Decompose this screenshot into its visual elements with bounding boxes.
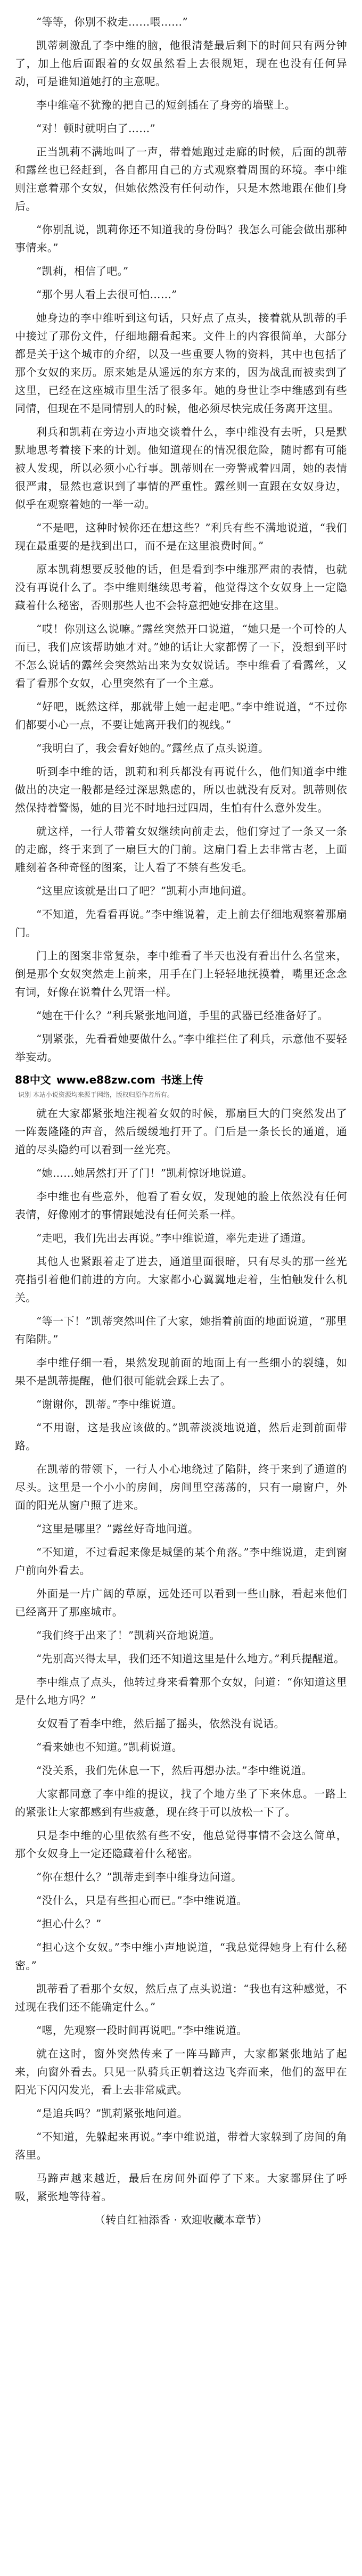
paragraph: 听到李中维的话，凯莉和利兵都没有再说什么，他们知道李中维做出的决定一般都是经过深思熟虑的，所以也就没有反对。凯蒂则依然保持着警惕，她的目光不时地扫过四周，生怕有什么意外发生。 bbox=[15, 765, 347, 814]
paragraph: “不用谢，这是我应该做的。”凯蒂淡淡地说道，然后走到前面带路。 bbox=[15, 1421, 347, 1452]
paragraph: “等等，你别不救走……喂……” bbox=[36, 15, 188, 28]
paragraph: “是追兵吗？”凯莉紧张地问道。 bbox=[36, 2107, 188, 2120]
paragraph: 原本凯莉想要反驳他的话，但是看到李中维那严肃的表情，也就没有再说什么了。李中维则继续思考着，他觉得这个女奴身上一定隐藏着什么秘密，否则那些人也不会特意把她安排在这里。 bbox=[15, 563, 347, 612]
paragraph: “嗯，先观察一段时间再说吧。”李中维说道。 bbox=[36, 2024, 248, 2037]
paragraph: “谢谢你，凯蒂。”李中维说道。 bbox=[36, 1398, 183, 1410]
paragraph: “好吧，既然这样，那就带上她一起走吧。”李中维说道，“不过你们都要小心一点，不要让她离开我们的视线。” bbox=[15, 700, 347, 731]
paragraph: “等一下！”凯蒂突然叫住了大家，她指着前面的地面说道，“那里有陷阱。” bbox=[15, 1315, 347, 1346]
paragraph: “不是吧，这种时候你还在想这些？”利兵有些不满地说道，“我们现在最重要的是找到出口，而不是在这里浪费时间。” bbox=[15, 521, 347, 552]
paragraph: 女奴看了看李中维，然后摇了摇头，依然没有说话。 bbox=[36, 1717, 285, 1730]
paragraph: “担心这个女奴。”李中维小声地说道，“我总觉得她身上有什么秘密。” bbox=[15, 1941, 347, 1972]
paragraph: 就在这时，窗外突然传来了一阵马蹄声，大家都紧张地站了起来，向窗外看去。只见一队骑兵正朝着这边飞奔而来，他们的盔甲在阳光下闪闪发光，看上去非常威武。 bbox=[15, 2047, 347, 2096]
paragraph: “你别乱说，凯莉你还不知道我的身份吗？我怎么可能会做出那种事情来。” bbox=[15, 223, 347, 254]
paragraph: 李中维毫不犹豫的把自己的短剑插在了身旁的墙壁上。 bbox=[36, 99, 296, 111]
paragraph: “凯莉，相信了吧。” bbox=[36, 265, 129, 277]
site-url-link[interactable]: www.e88zw.com bbox=[56, 1073, 155, 1086]
paragraph: 凯蒂刺激乱了李中维的脑，他很清楚最后剩下的时间只有两分钟了，加上他后面跟着的女奴虽然看上去很规矩，现在也没有任何异动，可是谁知道她打的主意呢。 bbox=[15, 39, 347, 88]
paragraph: “她……她居然打开了门！”凯莉惊讶地说道。 bbox=[36, 1167, 253, 1179]
paragraph: 就在大家都紧张地注视着女奴的时候，那扇巨大的门突然发出了一阵轰隆隆的声音，然后缓缓地打开了。门后是一条长长的通道，通道的尽头隐约可以看到一丝光亮。 bbox=[15, 1107, 347, 1156]
paragraph: “走吧，我们先出去再说。”李中维说道，率先走进了通道。 bbox=[36, 1232, 312, 1244]
paragraph: “对！顿时就明白了……” bbox=[36, 122, 156, 135]
paragraph: “她在干什么？”利兵紧张地问道，手里的武器已经准备好了。 bbox=[36, 1009, 328, 1022]
paragraph: 马蹄声越来越近，最后在房间外面停了下来。大家都屏住了呼吸，紧张地等待着。 bbox=[15, 2172, 347, 2203]
paragraph: 就这样，一行人带着女奴继续向前走去，他们穿过了一条又一条的走廊，终于来到了一扇巨大的门前。这扇门看上去非常古老，上面雕刻着各种奇怪的图案，让人看了不禁有些发毛。 bbox=[15, 825, 347, 874]
paragraph: “担心什么？” bbox=[36, 1917, 102, 1930]
paragraph: 大家都同意了李中维的提议，找了个地方坐了下来休息。一路上的紧张让大家都感到有些疲惫，现在终于可以放松一下了。 bbox=[15, 1787, 347, 1818]
paragraph: 李中维仔细一看，果然发现前面的地面上有一些细小的裂缝，如果不是凯蒂提醒，他们很可能就会踩上去了。 bbox=[15, 1356, 347, 1387]
paragraph: “这里应该就是出口了吧？”凯莉小声地问道。 bbox=[36, 884, 253, 897]
paragraph: “看来她也不知道。”凯莉说道。 bbox=[36, 1741, 183, 1753]
paragraph: 只是李中维的心里依然有些不安，他总觉得事情不会这么简单，那个女奴身上一定还隐藏着什么秘密。 bbox=[15, 1829, 347, 1860]
paragraph: “我们终于出来了！”凯莉兴奋地说道。 bbox=[36, 1629, 220, 1642]
paragraph: 其他人也紧跟着走了进去，通道里面很暗，只有尽头的那一丝光亮指引着他们前进的方向。大家都小心翼翼地走着，生怕触发什么机关。 bbox=[15, 1255, 347, 1304]
paragraph: 外面是一片广阔的草原，远处还可以看到一些山脉，看起来他们已经离开了那座城市。 bbox=[15, 1587, 347, 1618]
paragraph: “先别高兴得太早，我们还不知道这里是什么地方。”利兵提醒道。 bbox=[36, 1652, 345, 1665]
paragraph: 正当凯莉不满地叫了一声，带着她跑过走廊的时候，后面的凯蒂和露丝也已经赶到，各自都用自己的方式观察着周围的环境。李中维则注意着那个女奴，但她依然没有任何动作，只是木然地跟在他们身后。 bbox=[15, 145, 347, 212]
paragraph: “那个男人看上去很可怕……” bbox=[36, 288, 177, 301]
paragraph: 在凯蒂的带领下，一行人小心地绕过了陷阱，终于来到了通道的尽头。这里是一个小小的房间，房间里空荡荡的，只有一扇窗户，外面的阳光从窗户照了进来。 bbox=[15, 1463, 347, 1512]
paragraph: “不知道，先躲起来再说。”李中维说道，带着大家躲到了房间的角落里。 bbox=[15, 2130, 347, 2161]
paragraph: “这里是哪里？”露丝好奇地问道。 bbox=[36, 1522, 199, 1535]
site-name: 88中文 bbox=[15, 1073, 51, 1086]
paragraph: “哎！你别这么说嘛。”露丝突然开口说道，“她只是一个可怜的人而已，我们应该帮助她才对。”她的话让大家都愣了一下，没想到平时不怎么说话的露丝会突然站出来为女奴说话。李中维看了看露丝，又看了看那个女奴，心里突然有了一个主意。 bbox=[15, 622, 347, 690]
banner-caption: 识别 本站小说资源均来源于网络，版权归原作者所有。 bbox=[18, 1091, 174, 1098]
paragraph: “没什么，只是有些担心而已。”李中维说道。 bbox=[36, 1894, 248, 1907]
site-slogan: 书迷上传 bbox=[160, 1073, 203, 1086]
paragraph: 李中维点了点头，他转过身来看着那个女奴，问道：“你知道这里是什么地方吗？” bbox=[15, 1676, 347, 1707]
paragraph: 凯蒂看了看那个女奴，然后点了点头说道：“我也有这种感觉，不过现在我们还不能确定什么。” bbox=[15, 1982, 347, 2013]
site-banner[interactable] bbox=[15, 1071, 347, 1087]
paragraph: “我明白了，我会看好她的。”露丝点了点头说道。 bbox=[36, 742, 269, 754]
paragraph: “不知道，先看看再说。”李中维说着，走上前去仔细地观察着那扇门。 bbox=[15, 908, 347, 939]
paragraph: 她身边的李中维听到这句话，只好点了点头，接着就从凯蒂的手中接过了那份文件，仔细地翻看起来。文件上的内容很简单，大部分都是关于这个城市的介绍，以及一些重要人物的资料，其中也包括了那个女奴的来历。原来她是从遥远的东方来的，因为战乱而被卖到了这里，已经在这座城市里生活了很多年。她的身世让李中维感到有些同情，但现在不是同情别人的时候，他必须尽快完成任务离开这里。 bbox=[15, 311, 347, 415]
paragraph: 利兵和凯莉在旁边小声地交谈着什么，李中维没有去听，只是默默地思考着接下来的计划。他知道现在的情况很危险，随时都有可能被人发现，所以必须小心行事。凯蒂则在一旁警戒着四周，她的表情很严肃，显然也意识到了事情的严重性。露丝则一直跟在女奴身边，似乎在观察着她的一举一动。 bbox=[15, 425, 347, 511]
closing-note: （转自红袖添香 · 欢迎收藏本章节） bbox=[94, 2213, 268, 2226]
paragraph: “不知道，不过看起来像是城堡的某个角落。”李中维说道，走到窗户前向外看去。 bbox=[15, 1546, 347, 1577]
paragraph: 门上的图案非常复杂，李中维看了半天也没有看出什么名堂来，倒是那个女奴突然走上前来，用手在门上轻轻地抚摸着，嘴里还念念有词，好像在说着什么咒语一样。 bbox=[15, 949, 347, 998]
paragraph: “别紧张，先看看她要做什么。”李中维拦住了利兵，示意他不要轻举妄动。 bbox=[15, 1032, 347, 1063]
paragraph: “你在想什么？”凯蒂走到李中维身边问道。 bbox=[36, 1871, 242, 1883]
paragraph: “没关系，我们先休息一下，然后再想办法。”李中维说道。 bbox=[36, 1764, 312, 1777]
paragraph: 李中维也有些意外，他看了看女奴，发现她的脸上依然没有任何表情，好像刚才的事情跟她没有任何关系一样。 bbox=[15, 1190, 347, 1221]
